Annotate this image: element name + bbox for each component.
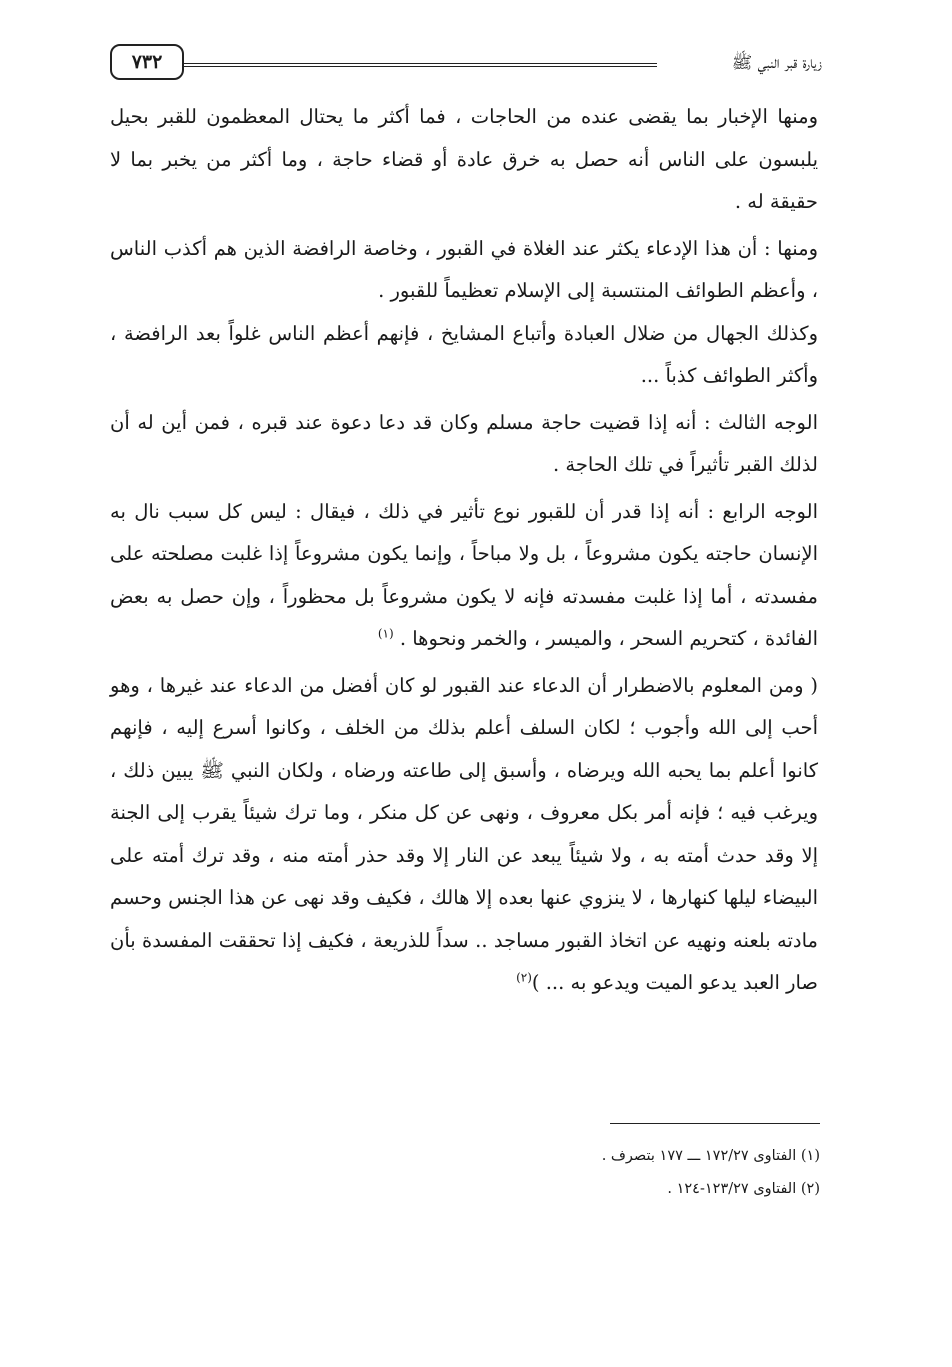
footnote-separator [610, 1123, 820, 1124]
footnote-marker-1[interactable]: (١) [377, 626, 394, 641]
footnote-1: (١) الفتاوى ١٧٢/٢٧ ـــ ١٧٧ بتصرف . [601, 1148, 820, 1164]
header-rule [184, 63, 657, 67]
paragraph-text: الوجه الرابع : أنه إذا قدر أن للقبور نوع تأثير في ذلك ، فيقال : ليس كل سبب نال به الإنسان حاجته يكون مشروعاً ، بل ولا مباحاً ، وإنما يكون مشروعاً إذا غلبت مصلحته على مفسدته ، أما إذا غلبت مفسدته فإنه لا يكون مشروعاً بل محظوراً ، وإن حصل به بعض الفائدة ، كتحريم السحر ، والميسر ، والخمر ونحوها . [110, 499, 818, 650]
paragraph-text: ومنها الإخبار بما يقضى عنده من الحاجات ، فما أكثر ما يحتال المعظمون للقبر بحيل يلبسون على الناس أنه حصل به خرق عادة أو قضاء حاجة ، وما أكثر من يخبر بما لا حقيقة له . [110, 105, 818, 213]
paragraph-6 [110, 665, 818, 1005]
footnote-2: (٢) الفتاوى ١٢٣/٢٧-١٢٤ . [667, 1181, 820, 1197]
paragraph-3 [110, 313, 818, 398]
paragraph-4 [110, 402, 818, 487]
page-header [110, 44, 822, 84]
footnotes [220, 1140, 820, 1206]
paragraph-text: ( ومن المعلوم بالاضطرار أن الدعاء عند القبور لو كان أفضل من الدعاء عند غيرها ، وهو أحب إلى الله وأجوب ؛ لكان السلف أعلم بذلك من الخلف ، وكانوا أسرع إليه ، فإنهم كانوا أعلم بما يحبه الله ويرضاه ، وأسبق إلى طاعته ورضاه ، ولكان النبي ﷺ يبين ذلك ، ويرغب فيه ؛ فإنه أمر بكل معروف ، ونهى عن كل منكر ، وما ترك شيئاً يقرب إلى الجنة إلا وقد حدث أمته به ، ولا شيئاً يبعد عن النار إلا وقد حذر أمته منه ، وقد ترك أمته على البيضاء ليلها كنهارها ، لا ينزوي عنها بعده إلا هالك ، فكيف وقد نهى عن هذا الجنس وحسم مادته بلعنه ونهيه عن اتخاذ القبور مساجد .. سداً للذريعة ، فكيف إذا تحققت المفسدة بأن صار العبد يدعو الميت ويدعو به ... ) [110, 673, 818, 994]
paragraph-1 [110, 96, 818, 224]
page-number: ٧٣٢ [110, 44, 184, 80]
running-head-title: زيارة قبر النبي ﷺ [731, 53, 822, 73]
paragraph-5 [110, 491, 818, 661]
paragraph-text: ومنها : أن هذا الإدعاء يكثر عند الغلاة في القبور ، وخاصة الرافضة الذين هم أكذب الناس ، وأعظم الطوائف المنتسبة إلى الإسلام تعظيماً للقبور . [110, 236, 818, 302]
paragraph-2 [110, 228, 818, 313]
main-text [110, 96, 818, 1005]
footnote-marker-2[interactable]: (٢) [516, 970, 532, 985]
paragraph-text: الوجه الثالث : أنه إذا قضيت حاجة مسلم وكان قد دعا دعوة عند قبره ، فمن أين له أن لذلك القبر تأثيراً في تلك الحاجة . [110, 410, 818, 476]
paragraph-text: وكذلك الجهال من ضلال العبادة وأتباع المشايخ ، فإنهم أعظم الناس غلواً بعد الرافضة ، وأكثر الطوائف كذباً ... [110, 321, 818, 387]
